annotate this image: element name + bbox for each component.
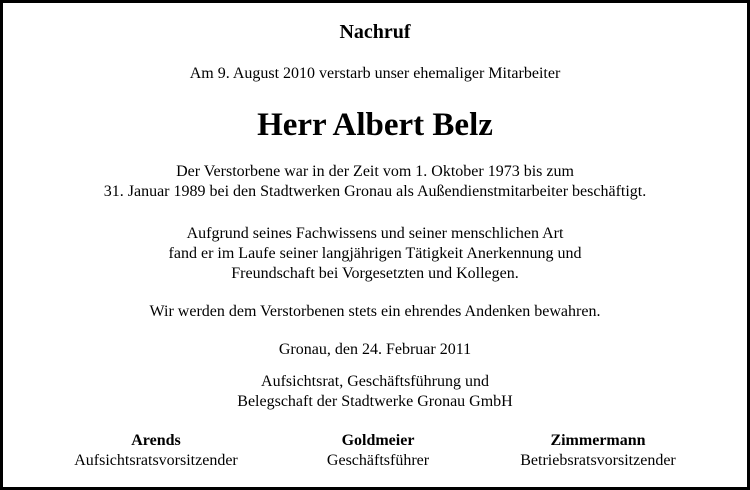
- tribute-text-line-2: fand er im Laufe seiner langjährigen Tätigkeit Anerkennung und: [168, 245, 582, 262]
- signatory-name: Goldmeier: [341, 432, 415, 449]
- employment-text-line-1: Der Verstorbene war in der Zeit vom 1. Oktober 1973 bis zum: [176, 163, 574, 180]
- employment-text-line-2: 31. Januar 1989 bei den Stadtwerken Gronau als Außendienstmitarbeiter beschäftigt.: [103, 183, 647, 200]
- organization-line-2: Belegschaft der Stadtwerke Gronau GmbH: [237, 393, 513, 410]
- signatory-arends: [31, 431, 281, 471]
- signatory-role: Geschäftsführer: [326, 452, 430, 469]
- signatory-name: Arends: [131, 432, 181, 449]
- intro-line: Am 9. August 2010 verstarb unser ehemaliger Mitarbeiter: [189, 65, 561, 82]
- signatory-zimmermann: [473, 431, 723, 471]
- organization-line-1: Aufsichtsrat, Geschäftsführung und: [261, 373, 489, 390]
- notice-title: Nachruf: [339, 21, 411, 43]
- tribute-text-line-3: Freundschaft bei Vorgesetzten und Kollegen.: [231, 265, 519, 282]
- tribute-text-line-1: Aufgrund seines Fachwissens und seiner menschlichen Art: [186, 225, 564, 242]
- signatory-name: Zimmermann: [550, 432, 646, 449]
- place-date: Gronau, den 24. Februar 2011: [278, 341, 472, 358]
- remembrance-text: Wir werden dem Verstorbenen stets ein ehrendes Andenken bewahren.: [149, 303, 601, 320]
- signatory-role: Betriebsratsvorsitzender: [520, 452, 676, 469]
- signatory-role: Aufsichtsratsvorsitzender: [74, 452, 238, 469]
- signatory-goldmeier: [253, 431, 503, 471]
- deceased-name: Herr Albert Belz: [257, 107, 493, 143]
